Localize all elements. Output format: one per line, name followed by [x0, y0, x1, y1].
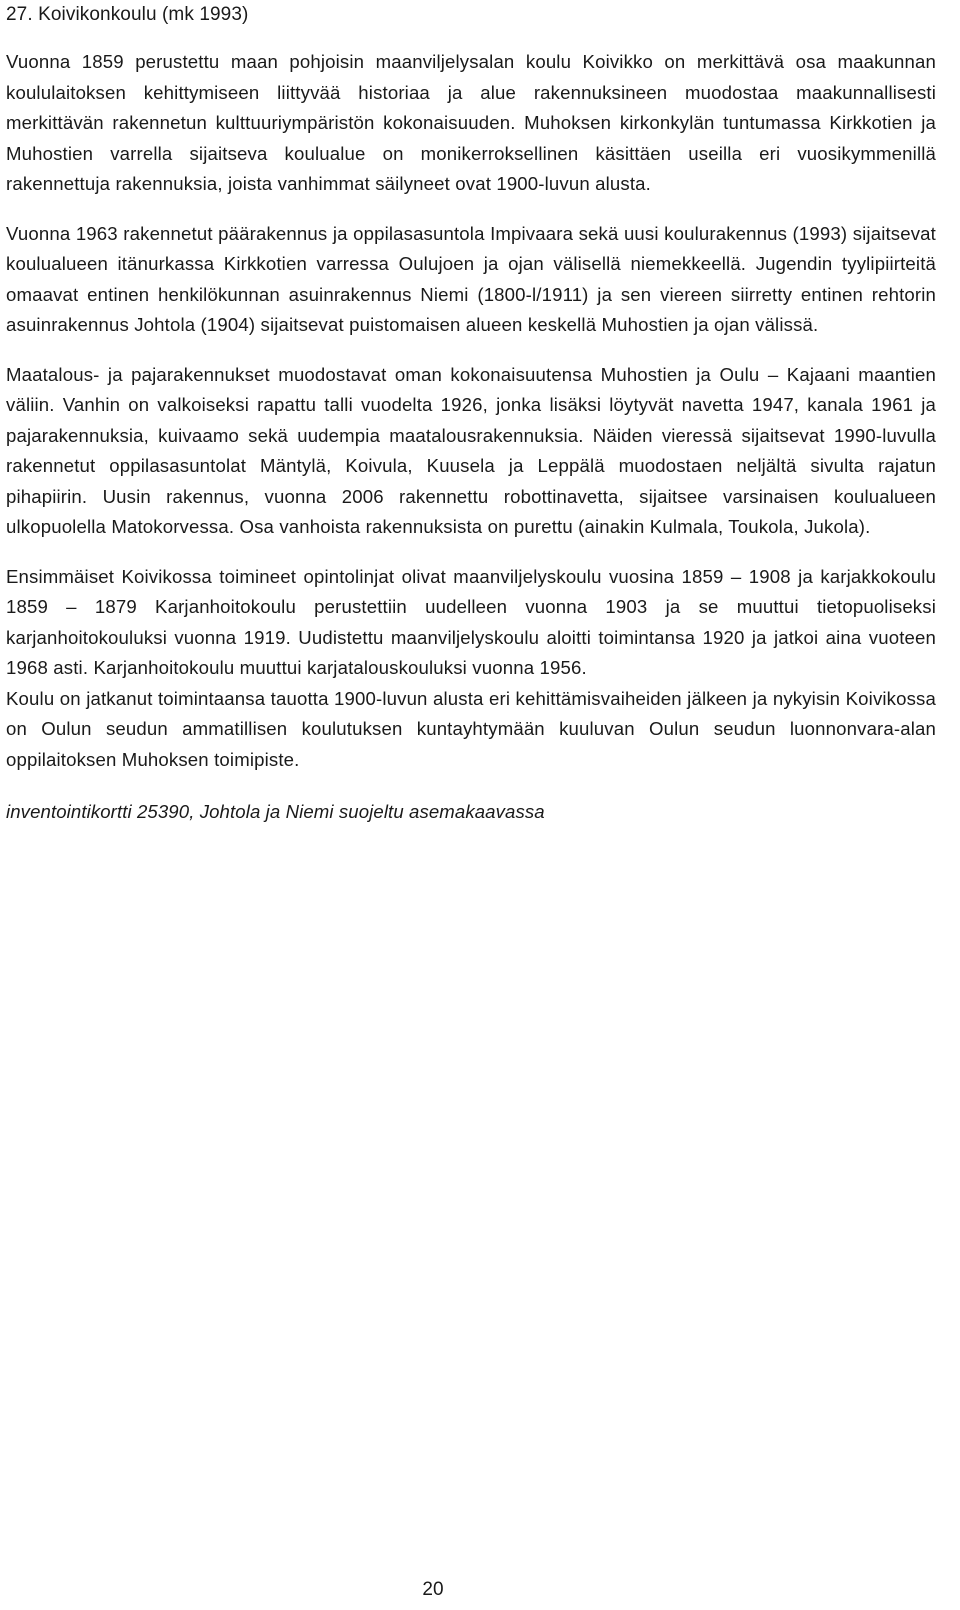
paragraph-current-status: Koulu on jatkanut toimintaansa tauotta 1900-luvun alusta eri kehittämisvaiheiden jälkeen ja nykyisin Koivikossa on Oulun seudun ammatillisen koulutuksen kuntayhtymään kuuluvan Oulun seudun luonnonvara-alan oppilaitoksen Muhoksen toimipiste.	[6, 687, 936, 770]
section-title: 27. Koivikonkoulu (mk 1993)	[6, 4, 249, 25]
paragraph-study-lines: Ensimmäiset Koivikossa toimineet opintolinjat olivat maanviljelyskoulu vuosina 1859 – 1908 ja karjakkokoulu 1859 – 1879 Karjanhoitokoulu perustettiin uudelleen vuonna 1903 ja se muuttui tietopuoliseksi karjanhoitokouluksi vuonna 1919. Uudistettu maanviljelyskoulu aloitti toimintansa 1920 ja jatkoi aina vuoteen 1968 asti. Karjanhoitokoulu muuttui karjatalouskouluksi vuonna 1956.	[6, 565, 936, 678]
document-page	[6, 0, 936, 825]
paragraph-history: Vuonna 1859 perustettu maan pohjoisin maanviljelysalan koulu Koivikko on merkittävä osa maakunnan koululaitoksen kehittymiseen liittyvää historiaa ja alue rakennuksineen muodostaa maakunnallisesti merkittävän rakennetun kulttuuriympäristön kokonaisuuden. Muhoksen kirkonkylän tuntumassa Kirkkotien ja Muhostien varrella sijaitseva koulualue on monikerroksellinen käsittäen useilla eri vuosikymmenillä rakennettuja rakennuksia, joista vanhimmat säilyneet ovat 1900-luvun alusta.	[6, 51, 936, 194]
paragraph-main-buildings: Vuonna 1963 rakennetut päärakennus ja oppilasasuntola Impivaara sekä uusi koulurakennus (1993) sijaitsevat koulualueen itänurkassa Kirkkotien varressa Oulujoen ja ojan välisellä niemekkeellä. Jugendin tyylipiirteitä omaavat entinen henkilökunnan asuinrakennus Niemi (1800-l/1911) ja sen viereen siirretty entinen rehtorin asuinrakennus Johtola (1904) sijaitsevat puistomaisen alueen keskellä Muhostien ja ojan välissä.	[6, 222, 936, 335]
inventory-note: inventointikortti 25390, Johtola ja Niemi suojeltu asemakaavassa	[6, 801, 545, 822]
paragraph-farm-buildings: Maatalous- ja pajarakennukset muodostavat oman kokonaisuutensa Muhostien ja Oulu – Kajaani maantien väliin. Vanhin on valkoiseksi rapattu talli vuodelta 1926, jonka lisäksi löytyvät navetta 1947, kanala 1961 ja pajarakennuksia, kuivaamo sekä uudempia maatalousrakennuksia. Näiden vieressä sijaitsevat 1990-luvulla rakennetut oppilasasuntolat Mäntylä, Koivula, Kuusela ja Leppälä muodostaen neljältä sivulta rajatun pihapiirin. Uusin rakennus, vuonna 2006 rakennettu robottinavetta, sijaitsee varsinaisen koulualueen ulkopuolella Matokorvessa. Osa vanhoista rakennuksista on purettu (ainakin Kulmala, Toukola, Jukola).	[6, 363, 936, 537]
page-number: 20	[422, 1579, 444, 1600]
